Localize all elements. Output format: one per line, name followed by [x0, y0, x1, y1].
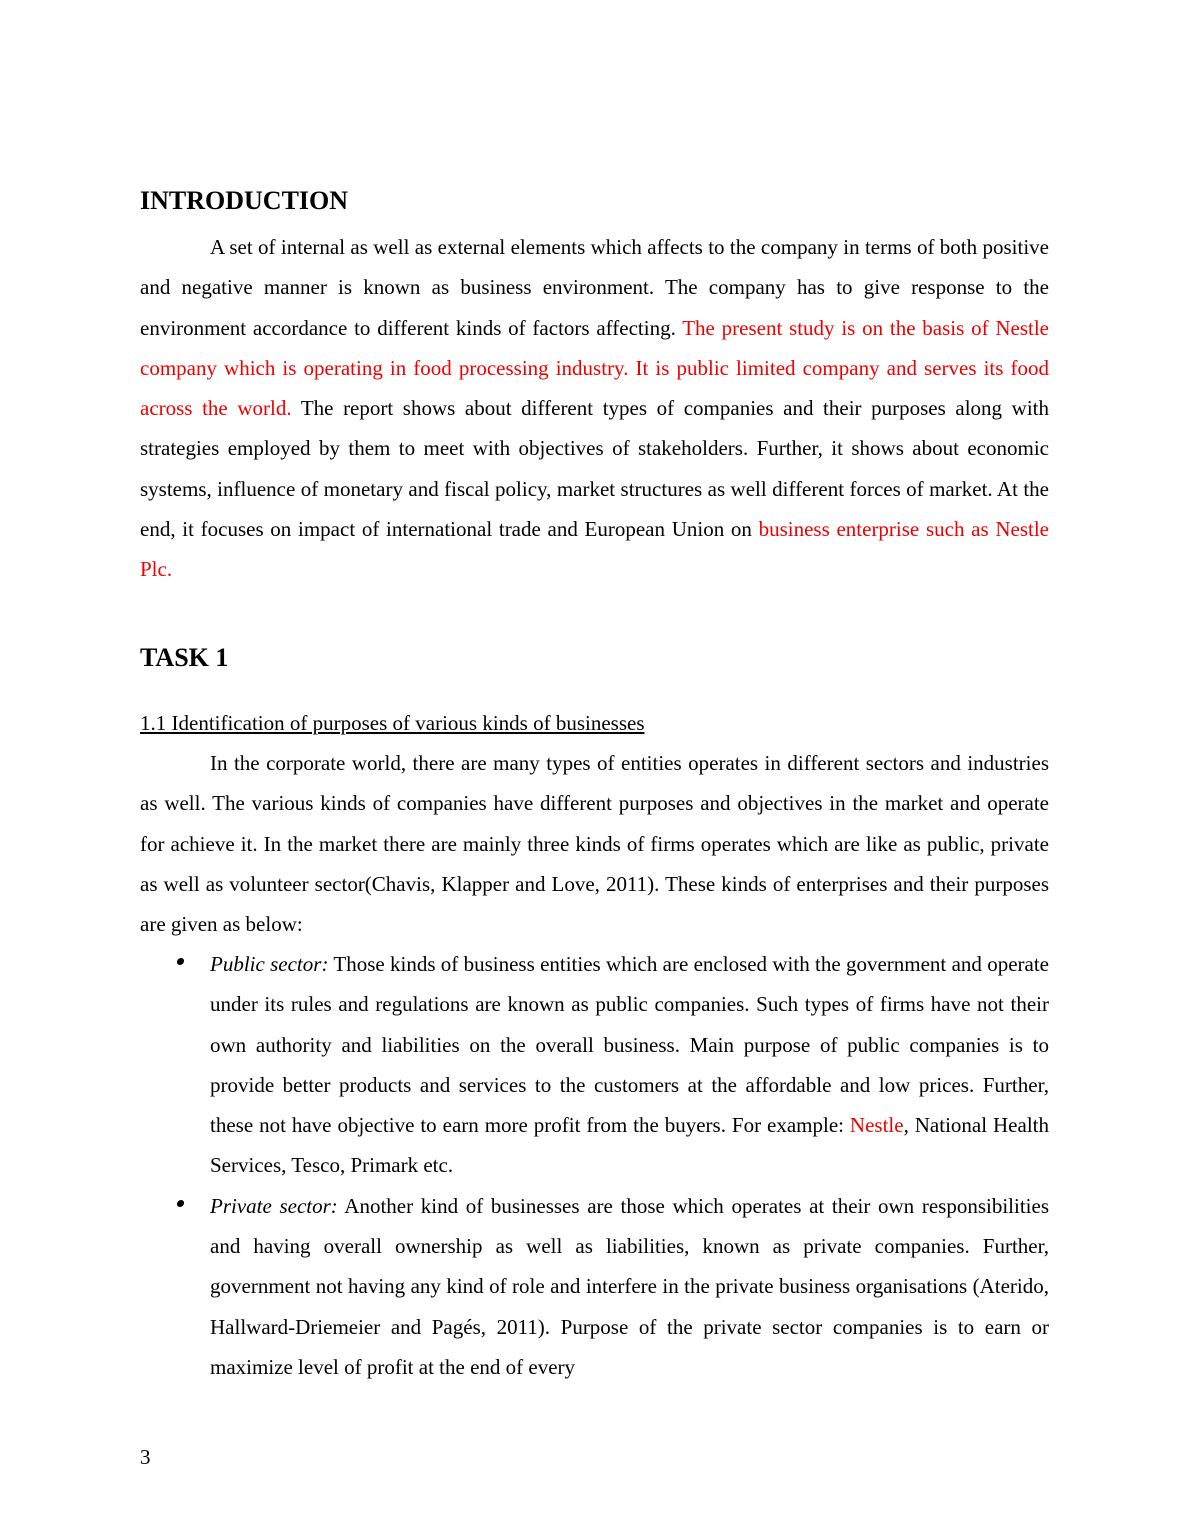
bullet-text: Those kinds of business entities which are enclosed with the government and operate under its rules and regulations are known as public companies. Such types of firms have not their own authority and liabilities on the overall business. Main purpose of public companies is to provide better products and services to the customers at the affordable and low prices. Further, these not have objective to earn more profit from the buyers. For example: [210, 952, 1049, 1138]
intro-text-1: A set of internal as well as external elements which affects to the company in terms of both positive and negative manner is known as business environment. The company has to give response to the environment accordance to different kinds of factors affecting. [140, 235, 1049, 340]
bullet-highlight: Nestle [849, 1113, 904, 1138]
bullet-icon [176, 1200, 184, 1207]
bullet-text-end: , National Health Services, Tesco, Primark etc. [210, 1113, 1049, 1178]
intro-highlight-1: The present study is on the basis of Nestle company which is operating in food processing industry. It is public limited company and serves its food across the world. [140, 315, 1049, 421]
list-item-public-sector [140, 944, 1049, 1186]
sector-bullet-list [140, 944, 1049, 1387]
task1-paragraph: In the corporate world, there are many types of entities operates in different sectors and industries as well. The various kinds of companies have different purposes and objectives in the market and operate for achieve it. In the market there are mainly three kinds of firms operates which are like as public, private as well as volunteer sector(Chavis, Klapper and Love, 2011). These kinds of enterprises and their purposes are given as below: [140, 751, 1049, 937]
introduction-heading: INTRODUCTION [140, 186, 349, 215]
task1-heading: TASK 1 [140, 643, 229, 672]
bullet-term: Private sector: [210, 1193, 338, 1218]
section-1-1-subheading: 1.1 Identification of purposes of various kinds of businesses [140, 711, 645, 735]
introduction-paragraph [140, 227, 1049, 590]
list-item-private-sector [140, 1186, 1049, 1387]
bullet-icon [176, 958, 184, 965]
intro-text-2: The report shows about different types of companies and their purposes along with strategies employed by them to meet with objectives of stakeholders. Further, it shows about economic systems, influence of monetary and fiscal policy, market structures as well different forces of market. At the end, it focuses on impact of international trade and European Union on [140, 396, 1049, 542]
bullet-text: Another kind of businesses are those which operates at their own responsibilities and having overall ownership as well as liabilities, known as private companies. Further, government not having any kind of role and interfere in the private business organisations (Aterido, Hallward-Driemeier and Pagés, 2011). Purpose of the private sector companies is to earn or maximize level of profit at the end of every [210, 1193, 1049, 1379]
intro-highlight-2: business enterprise such as Nestle Plc. [140, 517, 1049, 582]
bullet-term: Public sector: [210, 952, 329, 976]
page-number: 3 [140, 1445, 151, 1469]
